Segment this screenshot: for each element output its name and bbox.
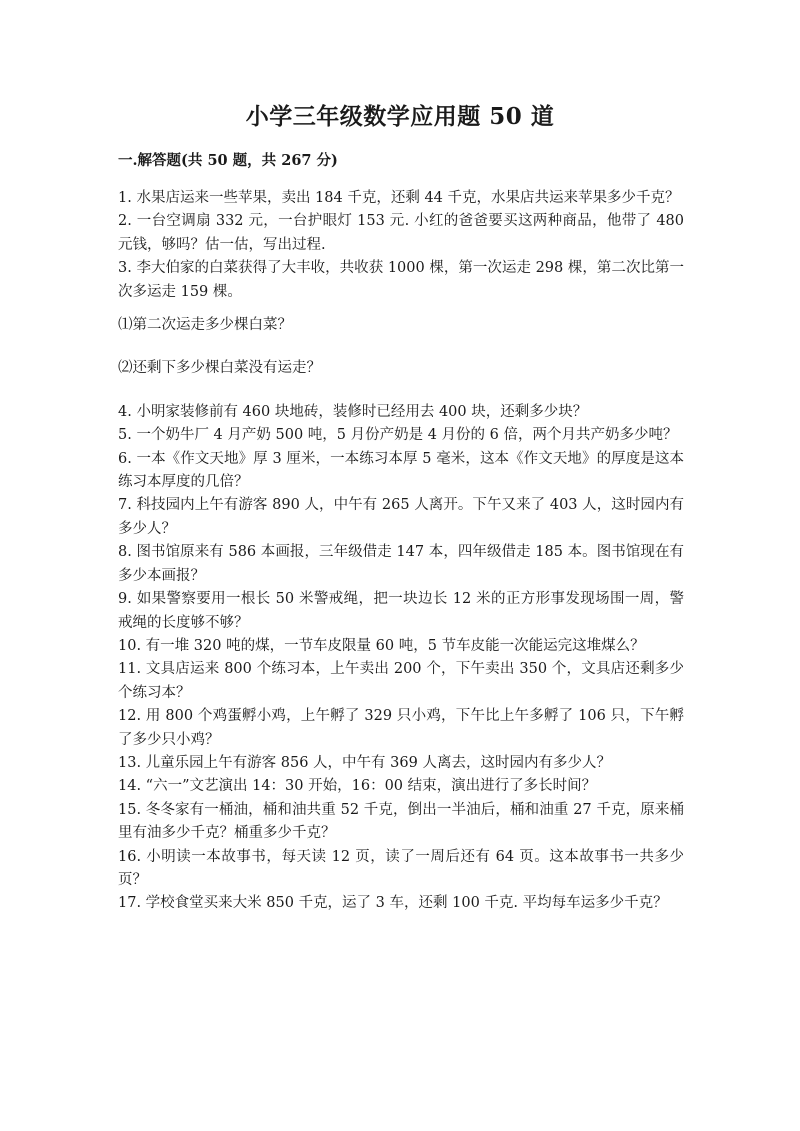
question-2: 2. 一台空调扇 332 元，一台护眼灯 153 元. 小红的爸爸要买这两种商品，他带了 480 元钱，够吗？估一估，写出过程.: [118, 213, 684, 253]
question-13: 13. 儿童乐园上午有游客 856 人，中午有 369 人离去，这时园内有多少人？: [118, 754, 611, 771]
question-11: 11. 文具店运来 800 个练习本，上午卖出 200 个，下午卖出 350 个，文具店还剩多少个练习本？: [118, 661, 684, 701]
question-5: 5. 一个奶牛厂 4 月产奶 500 吨，5 月份产奶是 4 月份的 6 倍，两个月共产奶多少吨？: [118, 427, 678, 444]
question-12: 12. 用 800 个鸡蛋孵小鸡，上午孵了 329 只小鸡，下午比上午多孵了 106 只，下午孵了多少只小鸡？: [118, 708, 684, 748]
question-8: 8. 图书馆原来有 586 本画报，三年级借走 147 本，四年级借走 185 本。图书馆现在有多少本画报？: [118, 544, 684, 584]
question-17: 17. 学校食堂买来大米 850 千克，运了 3 车，还剩 100 千克. 平均每车运多少千克？: [118, 895, 668, 912]
question-1: 1. 水果店运来一些苹果，卖出 184 千克，还剩 44 千克，水果店共运来苹果多少千克？: [118, 190, 680, 206]
question-6: 6. 一本《作文天地》厚 3 厘米，一本练习本厚 5 毫米，这本《作文天地》的厚度是这本练习本厚度的几倍？: [118, 450, 684, 491]
question-list: [118, 187, 684, 916]
section-heading: 一.解答题(共 50 题，共 267 分): [118, 152, 338, 169]
question-3: 3. 李大伯家的白菜获得了大丰收，共收获 1000 棵，第一次运走 298 棵，第二次比第一次多运走 159 棵。: [118, 260, 684, 300]
question-3-subquestion-1: ⑴第二次运走多少棵白菜？: [118, 317, 292, 334]
question-14: 14. “六一”文艺演出 14：30 开始，16：00 结束，演出进行了多长时间？: [118, 778, 597, 795]
question-3-subquestion-2: ⑵还剩下多少棵白菜没有运走？: [118, 360, 321, 377]
question-15: 15. 冬冬家有一桶油，桶和油共重 52 千克，倒出一半油后，桶和油重 27 千克，原来桶里有油多少千克？桶重多少千克？: [118, 801, 684, 842]
question-9: 9. 如果警察要用一根长 50 米警戒绳，把一块边长 12 米的正方形事发现场围一周，警戒绳的长度够不够？: [118, 591, 684, 631]
question-10: 10. 有一堆 320 吨的煤，一节车皮限量 60 吨，5 节车皮能一次能运完这堆煤么？: [118, 637, 645, 654]
question-4: 4. 小明家装修前有 460 块地砖，装修时已经用去 400 块，还剩多少块？: [118, 403, 588, 420]
page-title: 小学三年级数学应用题 50 道: [245, 103, 555, 130]
question-7: 7. 科技园内上午有游客 890 人，中午有 265 人离开。下午又来了 403 人，这时园内有多少人？: [118, 497, 684, 537]
spacer: [118, 391, 684, 401]
question-16: 16. 小明读一本故事书，每天读 12 页，读了一周后还有 64 页。这本故事书一共多少页？: [118, 848, 684, 888]
